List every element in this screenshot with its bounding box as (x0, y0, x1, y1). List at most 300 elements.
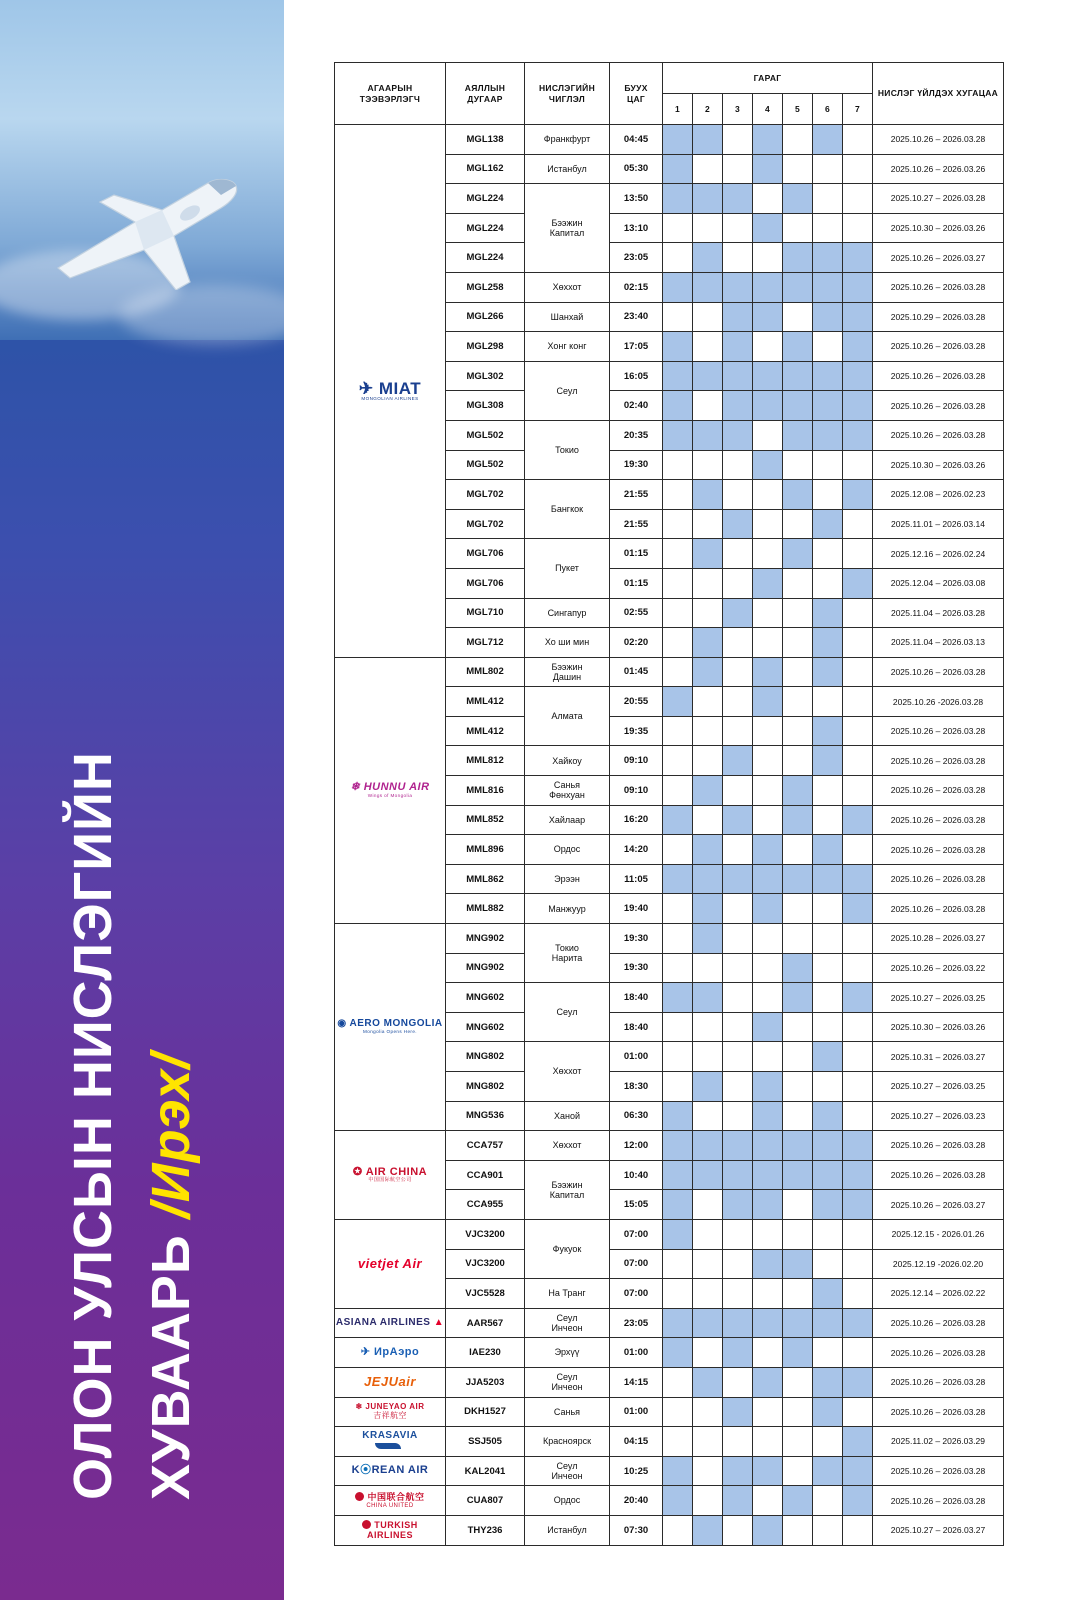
destination: Алмата (525, 687, 610, 746)
day-cell-6 (813, 1279, 843, 1309)
day-cell-1 (663, 1072, 693, 1102)
operating-period: 2025.10.26 – 2026.03.27 (873, 243, 1004, 273)
flight-number: VJC3200 (446, 1249, 525, 1279)
flight-number: MML882 (446, 894, 525, 924)
day-cell-4 (753, 1012, 783, 1042)
carrier-logo-miat: ✈︎ MIAT MONGOLIAN AIRLINES (335, 125, 446, 658)
destination: Манжуур (525, 894, 610, 924)
day-cell-6 (813, 480, 843, 510)
flight-number: MNG802 (446, 1042, 525, 1072)
arrival-time: 15:05 (610, 1190, 663, 1220)
flight-number: MNG902 (446, 953, 525, 983)
day-cell-7 (843, 1308, 873, 1338)
table-row (335, 1338, 1004, 1368)
day-cell-1 (663, 1515, 693, 1545)
day-cell-1 (663, 1367, 693, 1397)
day-cell-6 (813, 420, 843, 450)
destination: Ханой (525, 1101, 610, 1131)
operating-period: 2025.10.26 – 2026.03.28 (873, 1308, 1004, 1338)
day-cell-6 (813, 864, 843, 894)
flight-number: MML412 (446, 716, 525, 746)
flight-number: MML812 (446, 746, 525, 776)
carrier-logo-korean: K⦿REAN AIR (335, 1456, 446, 1486)
operating-period: 2025.10.26 – 2026.03.28 (873, 1160, 1004, 1190)
flight-number: THY236 (446, 1515, 525, 1545)
flight-number: CCA757 (446, 1131, 525, 1161)
day-cell-1 (663, 1219, 693, 1249)
day-cell-2 (693, 272, 723, 302)
carrier-logo-hunnu: ❄ HUNNU AIR Wings of Mongolia (335, 657, 446, 923)
operating-period: 2025.10.26 – 2026.03.28 (873, 1397, 1004, 1427)
day-cell-7 (843, 539, 873, 569)
destination: Сеул Инчеон (525, 1367, 610, 1397)
header-carrier (335, 63, 446, 125)
day-cell-6 (813, 1219, 843, 1249)
table-header (335, 63, 1004, 125)
day-cell-4 (753, 1456, 783, 1486)
day-cell-2 (693, 1190, 723, 1220)
day-cell-2 (693, 154, 723, 184)
day-cell-3 (723, 746, 753, 776)
banner-text-block (0, 0, 284, 1600)
day-cell-2 (693, 953, 723, 983)
arrival-time: 04:45 (610, 125, 663, 155)
operating-period: 2025.12.16 – 2026.02.24 (873, 539, 1004, 569)
flight-number: MGL258 (446, 272, 525, 302)
day-cell-1 (663, 213, 693, 243)
day-cell-6 (813, 184, 843, 214)
day-cell-4 (753, 1279, 783, 1309)
day-cell-5 (783, 539, 813, 569)
day-cell-2 (693, 776, 723, 806)
operating-period: 2025.10.26 – 2026.03.22 (873, 953, 1004, 983)
operating-period: 2025.10.26 – 2026.03.28 (873, 391, 1004, 421)
flight-number: MML802 (446, 657, 525, 687)
flight-number: MNG902 (446, 924, 525, 954)
day-cell-1 (663, 1160, 693, 1190)
destination: Хонг конг (525, 332, 610, 362)
day-cell-2 (693, 657, 723, 687)
day-cell-1 (663, 184, 693, 214)
day-cell-5 (783, 894, 813, 924)
carrier-logo-chinaunited: 中国联合航空 CHINA UNITED (335, 1486, 446, 1516)
operating-period: 2025.10.30 – 2026.03.26 (873, 213, 1004, 243)
arrival-time: 04:15 (610, 1427, 663, 1457)
operating-period: 2025.10.26 -2026.03.28 (873, 687, 1004, 717)
day-cell-2 (693, 1515, 723, 1545)
destination: Шанхай (525, 302, 610, 332)
day-cell-4 (753, 598, 783, 628)
day-cell-6 (813, 776, 843, 806)
day-cell-2 (693, 1427, 723, 1457)
day-cell-4 (753, 125, 783, 155)
day-cell-1 (663, 628, 693, 658)
day-cell-2 (693, 924, 723, 954)
arrival-time: 01:15 (610, 539, 663, 569)
header-days-group: ГАРАГ (663, 63, 873, 94)
day-cell-7 (843, 272, 873, 302)
day-cell-3 (723, 1131, 753, 1161)
arrival-time: 07:30 (610, 1515, 663, 1545)
day-cell-6 (813, 1397, 843, 1427)
day-cell-3 (723, 894, 753, 924)
destination: Эрээн (525, 864, 610, 894)
day-cell-4 (753, 687, 783, 717)
day-cell-4 (753, 628, 783, 658)
day-cell-3 (723, 184, 753, 214)
day-cell-5 (783, 184, 813, 214)
day-cell-3 (723, 1427, 753, 1457)
day-cell-6 (813, 243, 843, 273)
day-cell-2 (693, 1219, 723, 1249)
day-cell-3 (723, 983, 753, 1013)
arrival-time: 19:30 (610, 924, 663, 954)
flight-number: MGL298 (446, 332, 525, 362)
arrival-time: 20:40 (610, 1486, 663, 1516)
day-cell-1 (663, 953, 693, 983)
day-cell-3 (723, 1367, 753, 1397)
day-cell-4 (753, 1427, 783, 1457)
day-cell-7 (843, 391, 873, 421)
day-cell-5 (783, 480, 813, 510)
destination: Сеул (525, 983, 610, 1042)
destination: Хөххот (525, 272, 610, 302)
arrival-time: 01:15 (610, 568, 663, 598)
arrival-time: 05:30 (610, 154, 663, 184)
day-cell-2 (693, 628, 723, 658)
operating-period: 2025.11.04 – 2026.03.13 (873, 628, 1004, 658)
day-cell-3 (723, 1160, 753, 1190)
flight-number: MGL706 (446, 539, 525, 569)
day-cell-3 (723, 805, 753, 835)
day-cell-6 (813, 1427, 843, 1457)
day-cell-7 (843, 1219, 873, 1249)
flight-number: MGL712 (446, 628, 525, 658)
arrival-time: 13:50 (610, 184, 663, 214)
day-cell-3 (723, 1338, 753, 1368)
day-cell-3 (723, 125, 753, 155)
destination: Бээжин Дашин (525, 657, 610, 687)
day-cell-2 (693, 746, 723, 776)
flight-number: MML412 (446, 687, 525, 717)
arrival-time: 19:40 (610, 894, 663, 924)
day-cell-4 (753, 835, 783, 865)
day-cell-5 (783, 1486, 813, 1516)
day-cell-6 (813, 1515, 843, 1545)
day-cell-4 (753, 154, 783, 184)
day-cell-1 (663, 391, 693, 421)
destination: Красноярск (525, 1427, 610, 1457)
day-cell-4 (753, 509, 783, 539)
operating-period: 2025.10.26 – 2026.03.27 (873, 1190, 1004, 1220)
day-cell-1 (663, 1249, 693, 1279)
operating-period: 2025.10.26 – 2026.03.28 (873, 1486, 1004, 1516)
flight-number: CCA901 (446, 1160, 525, 1190)
day-cell-5 (783, 213, 813, 243)
day-cell-3 (723, 332, 753, 362)
day-cell-1 (663, 1042, 693, 1072)
day-cell-2 (693, 1397, 723, 1427)
day-cell-6 (813, 1131, 843, 1161)
arrival-time: 18:40 (610, 983, 663, 1013)
day-cell-6 (813, 125, 843, 155)
day-cell-7 (843, 154, 873, 184)
day-cell-6 (813, 924, 843, 954)
day-cell-4 (753, 1219, 783, 1249)
destination: Бээжин Капитал (525, 1160, 610, 1219)
table-row (335, 1515, 1004, 1545)
operating-period: 2025.10.26 – 2026.03.28 (873, 657, 1004, 687)
day-cell-3 (723, 1012, 753, 1042)
header-day-3: 3 (723, 94, 753, 125)
destination: Истанбул (525, 1515, 610, 1545)
day-cell-5 (783, 1131, 813, 1161)
arrival-time: 23:05 (610, 1308, 663, 1338)
day-cell-1 (663, 243, 693, 273)
operating-period: 2025.10.30 – 2026.03.26 (873, 1012, 1004, 1042)
destination: Истанбул (525, 154, 610, 184)
header-day-1: 1 (663, 94, 693, 125)
arrival-time: 02:55 (610, 598, 663, 628)
day-cell-3 (723, 420, 753, 450)
arrival-time: 18:30 (610, 1072, 663, 1102)
header-day-5: 5 (783, 94, 813, 125)
day-cell-7 (843, 243, 873, 273)
operating-period: 2025.10.26 – 2026.03.28 (873, 332, 1004, 362)
day-cell-3 (723, 391, 753, 421)
day-cell-5 (783, 1042, 813, 1072)
day-cell-6 (813, 657, 843, 687)
arrival-time: 07:00 (610, 1249, 663, 1279)
day-cell-7 (843, 1367, 873, 1397)
arrival-time: 01:45 (610, 657, 663, 687)
day-cell-7 (843, 1190, 873, 1220)
destination: Санья (525, 1397, 610, 1427)
day-cell-3 (723, 1072, 753, 1102)
day-cell-2 (693, 1042, 723, 1072)
day-cell-2 (693, 391, 723, 421)
day-cell-6 (813, 1486, 843, 1516)
day-cell-6 (813, 1338, 843, 1368)
day-cell-5 (783, 924, 813, 954)
arrival-time: 19:30 (610, 450, 663, 480)
destination: Ордос (525, 1486, 610, 1516)
day-cell-4 (753, 1131, 783, 1161)
flight-number: MGL266 (446, 302, 525, 332)
day-cell-5 (783, 1072, 813, 1102)
day-cell-4 (753, 894, 783, 924)
flight-number: VJC5528 (446, 1279, 525, 1309)
arrival-time: 02:15 (610, 272, 663, 302)
day-cell-3 (723, 953, 753, 983)
day-cell-6 (813, 746, 843, 776)
day-cell-7 (843, 1456, 873, 1486)
schedule-sheet (284, 0, 1070, 1600)
day-cell-6 (813, 509, 843, 539)
day-cell-7 (843, 924, 873, 954)
arrival-time: 14:20 (610, 835, 663, 865)
day-cell-3 (723, 539, 753, 569)
day-cell-1 (663, 1456, 693, 1486)
day-cell-4 (753, 953, 783, 983)
day-cell-7 (843, 864, 873, 894)
table-row (335, 1486, 1004, 1516)
day-cell-2 (693, 539, 723, 569)
day-cell-7 (843, 1042, 873, 1072)
operating-period: 2025.10.27 – 2026.03.23 (873, 1101, 1004, 1131)
day-cell-6 (813, 1160, 843, 1190)
carrier-logo-juneyao: ❄ JUNEYAO AIR 吉祥航空 (335, 1397, 446, 1427)
day-cell-4 (753, 539, 783, 569)
day-cell-7 (843, 776, 873, 806)
day-cell-3 (723, 598, 753, 628)
day-cell-4 (753, 243, 783, 273)
day-cell-5 (783, 1397, 813, 1427)
arrival-time: 06:30 (610, 1101, 663, 1131)
day-cell-3 (723, 272, 753, 302)
day-cell-3 (723, 1279, 753, 1309)
arrival-time: 18:40 (610, 1012, 663, 1042)
day-cell-1 (663, 598, 693, 628)
day-cell-3 (723, 154, 753, 184)
arrival-time: 20:35 (610, 420, 663, 450)
operating-period: 2025.10.26 – 2026.03.28 (873, 1456, 1004, 1486)
day-cell-2 (693, 213, 723, 243)
day-cell-3 (723, 213, 753, 243)
day-cell-1 (663, 450, 693, 480)
arrival-time: 09:10 (610, 776, 663, 806)
arrival-time: 17:05 (610, 332, 663, 362)
destination: Сеул (525, 361, 610, 420)
day-cell-7 (843, 687, 873, 717)
day-cell-2 (693, 1308, 723, 1338)
header-flight-number: АЯЛЛЫН ДУГААР (446, 63, 525, 125)
day-cell-1 (663, 1338, 693, 1368)
carrier-logo-iraero: ✈︎ ИрАэро (335, 1338, 446, 1368)
day-cell-4 (753, 213, 783, 243)
arrival-time: 10:25 (610, 1456, 663, 1486)
day-cell-1 (663, 983, 693, 1013)
day-cell-4 (753, 420, 783, 450)
day-cell-4 (753, 924, 783, 954)
day-cell-5 (783, 953, 813, 983)
flight-number: MGL308 (446, 391, 525, 421)
day-cell-7 (843, 509, 873, 539)
day-cell-1 (663, 835, 693, 865)
operating-period: 2025.10.27 – 2026.03.25 (873, 983, 1004, 1013)
banner-title-line2 (140, 1053, 202, 1500)
arrival-time: 13:10 (610, 213, 663, 243)
destination: Бээжин Капитал (525, 184, 610, 273)
day-cell-7 (843, 628, 873, 658)
day-cell-7 (843, 125, 873, 155)
flight-number: CUA807 (446, 1486, 525, 1516)
header-day-6: 6 (813, 94, 843, 125)
flight-number: MGL710 (446, 598, 525, 628)
table-row (335, 1131, 1004, 1161)
operating-period: 2025.10.29 – 2026.03.28 (873, 302, 1004, 332)
day-cell-3 (723, 1308, 753, 1338)
arrival-time: 21:55 (610, 480, 663, 510)
arrival-time: 23:05 (610, 243, 663, 273)
day-cell-5 (783, 746, 813, 776)
day-cell-1 (663, 1131, 693, 1161)
flight-number: CCA955 (446, 1190, 525, 1220)
flight-number: MNG536 (446, 1101, 525, 1131)
operating-period: 2025.10.26 – 2026.03.28 (873, 835, 1004, 865)
day-cell-4 (753, 657, 783, 687)
day-cell-4 (753, 1249, 783, 1279)
table-row (335, 1427, 1004, 1457)
operating-period: 2025.10.26 – 2026.03.28 (873, 1367, 1004, 1397)
day-cell-3 (723, 776, 753, 806)
day-cell-1 (663, 894, 693, 924)
day-cell-1 (663, 805, 693, 835)
day-cell-6 (813, 361, 843, 391)
operating-period: 2025.10.26 – 2026.03.28 (873, 805, 1004, 835)
day-cell-6 (813, 983, 843, 1013)
day-cell-6 (813, 1190, 843, 1220)
flight-number: MML896 (446, 835, 525, 865)
carrier-logo-jeju: JEJUair (335, 1367, 446, 1397)
day-cell-7 (843, 1160, 873, 1190)
day-cell-2 (693, 568, 723, 598)
destination: Санья Фөнхуан (525, 776, 610, 806)
day-cell-1 (663, 1308, 693, 1338)
day-cell-2 (693, 805, 723, 835)
day-cell-2 (693, 687, 723, 717)
header-arrival-time (610, 63, 663, 125)
day-cell-1 (663, 687, 693, 717)
day-cell-5 (783, 1219, 813, 1249)
day-cell-2 (693, 125, 723, 155)
flight-number: MGL702 (446, 509, 525, 539)
day-cell-6 (813, 1249, 843, 1279)
day-cell-6 (813, 1012, 843, 1042)
flight-number: MGL224 (446, 184, 525, 214)
arrival-time: 07:00 (610, 1219, 663, 1249)
day-cell-2 (693, 509, 723, 539)
day-cell-7 (843, 450, 873, 480)
day-cell-4 (753, 864, 783, 894)
header-destination-line2: ЧИГЛЭЛ (548, 93, 586, 104)
day-cell-6 (813, 598, 843, 628)
day-cell-5 (783, 568, 813, 598)
day-cell-5 (783, 1249, 813, 1279)
day-cell-6 (813, 953, 843, 983)
day-cell-5 (783, 628, 813, 658)
day-cell-2 (693, 450, 723, 480)
day-cell-1 (663, 1397, 693, 1427)
flight-number: MNG602 (446, 983, 525, 1013)
table-row (335, 1367, 1004, 1397)
arrival-time: 11:05 (610, 864, 663, 894)
day-cell-2 (693, 983, 723, 1013)
day-cell-3 (723, 1397, 753, 1427)
day-cell-5 (783, 1338, 813, 1368)
day-cell-3 (723, 864, 753, 894)
flight-number: MGL502 (446, 420, 525, 450)
day-cell-7 (843, 1397, 873, 1427)
day-cell-3 (723, 450, 753, 480)
day-cell-7 (843, 361, 873, 391)
arrival-time: 19:30 (610, 953, 663, 983)
arrival-time: 10:40 (610, 1160, 663, 1190)
day-cell-7 (843, 213, 873, 243)
day-cell-6 (813, 1072, 843, 1102)
operating-period: 2025.10.27 – 2026.03.27 (873, 1515, 1004, 1545)
day-cell-4 (753, 184, 783, 214)
